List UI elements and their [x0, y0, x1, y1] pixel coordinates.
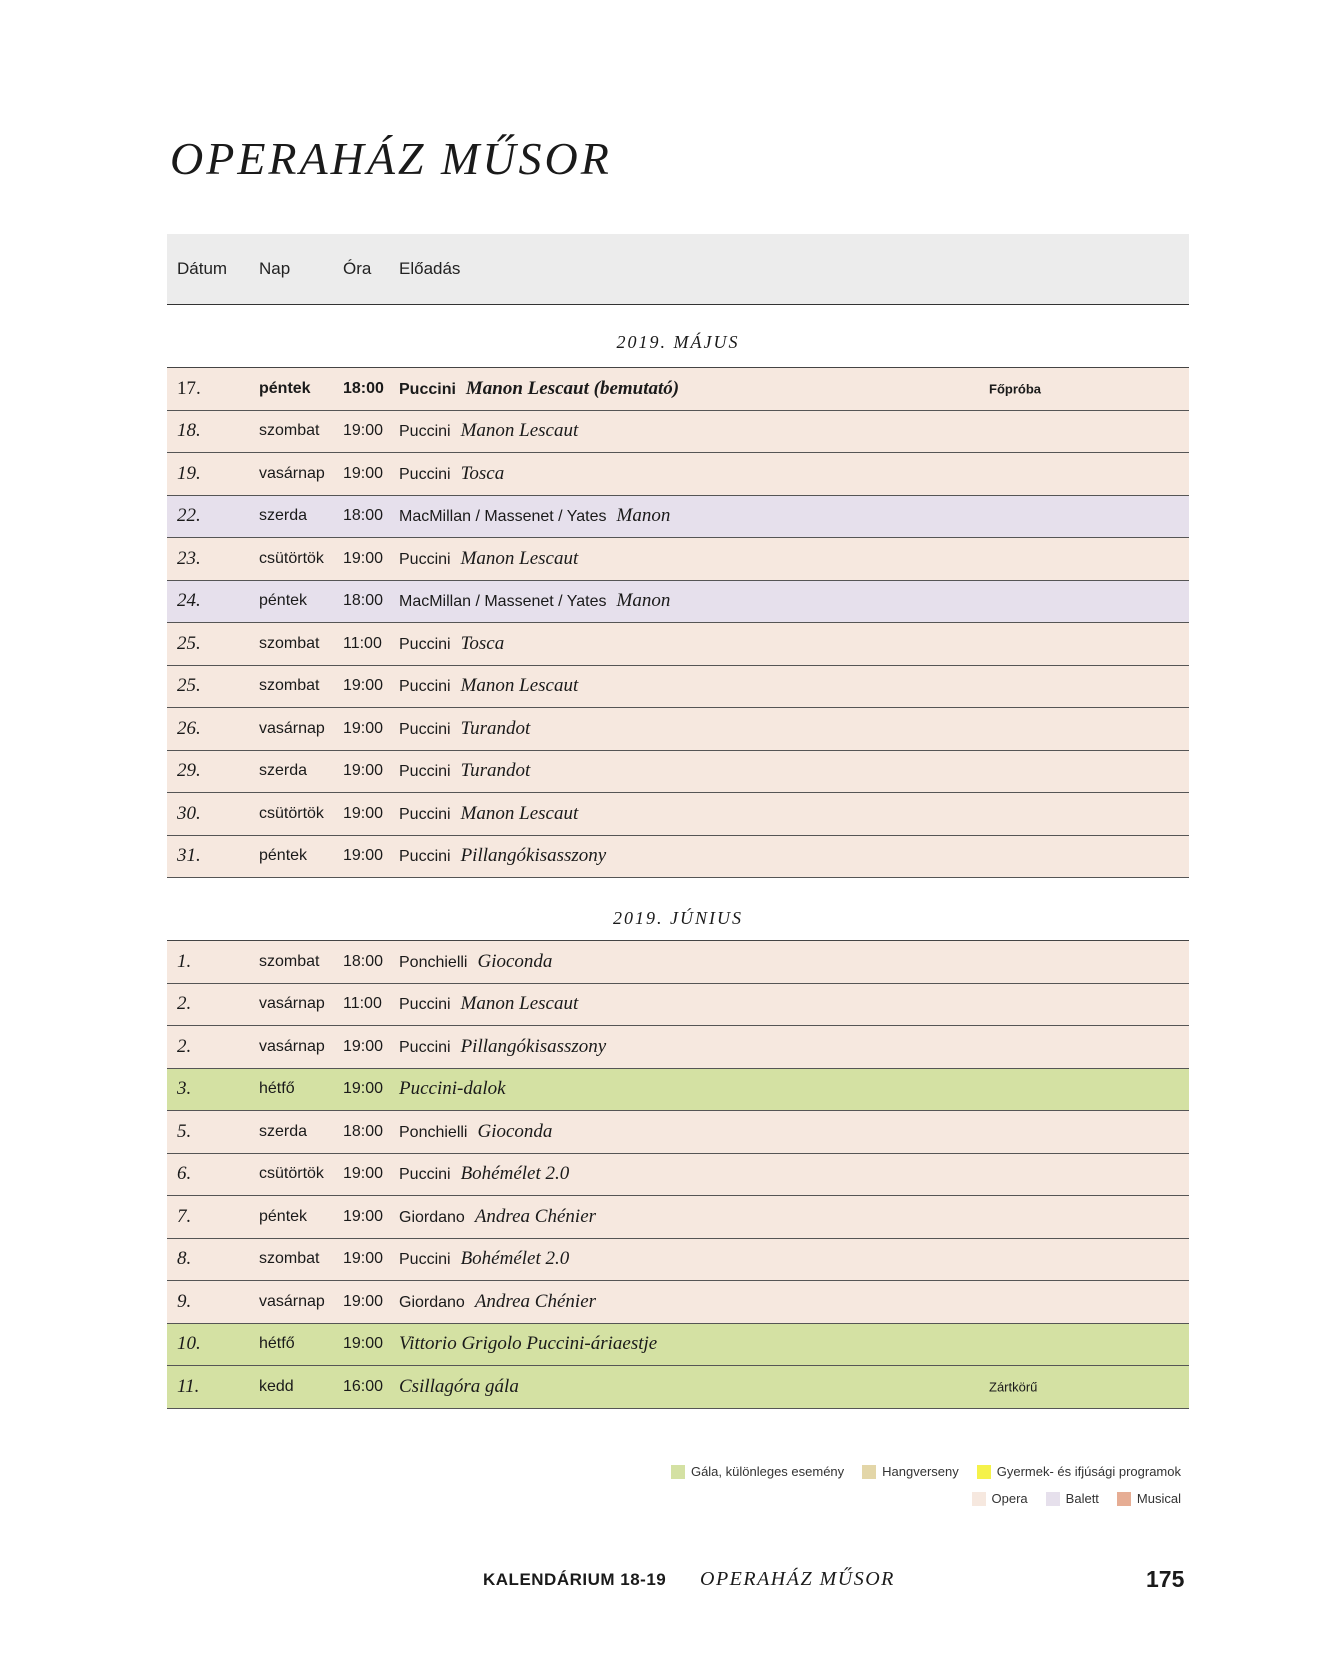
cell-time: 19:00	[343, 1335, 384, 1353]
header-day: Nap	[259, 259, 291, 278]
cell-date: 17.	[177, 377, 201, 399]
cell-performance	[399, 993, 578, 1015]
cell-day: szombat	[259, 1250, 320, 1268]
cell-date: 24.	[177, 590, 201, 612]
table-row	[167, 751, 1189, 794]
legend-label: Opera	[991, 1491, 1028, 1506]
cell-composer: Puccini	[399, 423, 451, 441]
cell-time: 19:00	[343, 1037, 384, 1055]
cell-date: 25.	[177, 632, 201, 654]
table-row	[167, 1239, 1189, 1282]
cell-date: 18.	[177, 420, 201, 442]
cell-day: vasárnap	[259, 995, 325, 1013]
schedule-table	[167, 234, 1189, 1409]
cell-composer: Ponchielli	[399, 953, 468, 971]
month-sections	[167, 305, 1189, 1409]
cell-composer: Puccini	[399, 550, 451, 568]
cell-performance	[399, 548, 578, 570]
table-row	[167, 623, 1189, 666]
cell-day: vasárnap	[259, 719, 325, 737]
cell-composer: Ponchielli	[399, 1123, 468, 1141]
cell-date: 6.	[177, 1163, 192, 1185]
cell-day: péntek	[259, 847, 308, 865]
table-row	[167, 1111, 1189, 1154]
cell-time: 18:00	[343, 1122, 384, 1140]
cell-date: 1.	[177, 950, 192, 972]
legend-label: Balett	[1065, 1491, 1099, 1506]
cell-work: Turandot	[460, 717, 531, 739]
header-performance: Előadás	[399, 259, 461, 278]
cell-time: 18:00	[343, 507, 384, 525]
cell-day: vasárnap	[259, 464, 325, 482]
cell-work: Tosca	[460, 632, 505, 654]
cell-day: szerda	[259, 1122, 308, 1140]
cell-time: 11:00	[343, 634, 382, 652]
cell-time: 19:00	[343, 1250, 384, 1268]
cell-date: 19.	[177, 462, 201, 484]
cell-time: 19:00	[343, 422, 384, 440]
cell-date: 23.	[177, 547, 201, 569]
table-row	[167, 368, 1189, 411]
cell-date: 30.	[177, 802, 201, 824]
cell-date: 26.	[177, 717, 201, 739]
cell-time: 19:00	[343, 719, 384, 737]
cell-day: péntek	[259, 379, 311, 397]
legend	[671, 1464, 1181, 1506]
table-row	[167, 1366, 1189, 1409]
cell-time: 19:00	[343, 464, 384, 482]
legend-item	[1046, 1491, 1099, 1506]
cell-performance	[399, 505, 670, 527]
cell-day: hétfő	[259, 1080, 295, 1098]
cell-day: szerda	[259, 507, 308, 525]
cell-composer: Puccini	[399, 996, 451, 1014]
cell-work: Tosca	[460, 462, 505, 484]
table-row	[167, 453, 1189, 496]
legend-swatch	[671, 1465, 685, 1479]
cell-work: Pillangókisasszony	[460, 845, 607, 867]
legend-item	[977, 1464, 1181, 1479]
cell-day: szerda	[259, 762, 308, 780]
cell-day: vasárnap	[259, 1292, 325, 1310]
cell-day: péntek	[259, 1207, 308, 1225]
table-row	[167, 1196, 1189, 1239]
cell-composer: Puccini	[399, 465, 451, 483]
cell-day: hétfő	[259, 1335, 295, 1353]
table-row	[167, 1026, 1189, 1069]
table-row	[167, 1154, 1189, 1197]
legend-label: Gyermek- és ifjúsági programok	[996, 1464, 1181, 1479]
cell-performance	[399, 378, 679, 400]
cell-composer: Puccini	[399, 763, 451, 781]
page-number: 175	[1146, 1566, 1185, 1592]
cell-date: 10.	[177, 1333, 201, 1355]
cell-day: szombat	[259, 634, 320, 652]
cell-date: 3.	[177, 1078, 192, 1100]
cell-work: Manon Lescaut	[460, 547, 579, 569]
cell-day: szombat	[259, 952, 320, 970]
table-row	[167, 411, 1189, 454]
legend-row	[671, 1491, 1181, 1506]
cell-day: vasárnap	[259, 1037, 325, 1055]
page-footer	[0, 1566, 1331, 1596]
cell-work: Gioconda	[477, 1120, 553, 1142]
cell-day: kedd	[259, 1377, 294, 1395]
cell-time: 18:00	[343, 952, 384, 970]
legend-swatch	[1046, 1492, 1060, 1506]
cell-time: 19:00	[343, 762, 384, 780]
cell-note: Zártkörű	[989, 1379, 1038, 1395]
cell-performance	[399, 1206, 596, 1228]
cell-time: 18:00	[343, 379, 384, 397]
legend-swatch	[977, 1465, 991, 1479]
cell-date: 7.	[177, 1205, 192, 1227]
cell-day: csütörtök	[259, 1165, 324, 1183]
cell-time: 19:00	[343, 1165, 384, 1183]
cell-time: 19:00	[343, 549, 384, 567]
cell-day: szombat	[259, 677, 320, 695]
cell-time: 19:00	[343, 1207, 384, 1225]
cell-performance	[399, 1248, 569, 1270]
cell-time: 18:00	[343, 592, 384, 610]
legend-row	[671, 1464, 1181, 1479]
table-row	[167, 538, 1189, 581]
table-row	[167, 496, 1189, 539]
cell-date: 29.	[177, 760, 201, 782]
header-date: Dátum	[177, 259, 228, 278]
cell-performance	[399, 633, 504, 655]
cell-performance	[399, 675, 578, 697]
cell-performance	[399, 718, 530, 740]
table-row	[167, 941, 1189, 984]
table-row	[167, 581, 1189, 624]
cell-date: 2.	[177, 993, 192, 1015]
cell-work: Manon Lescaut	[460, 675, 579, 697]
cell-work: Manon	[616, 590, 671, 612]
cell-composer: MacMillan / Massenet / Yates	[399, 593, 607, 611]
header-time: Óra	[343, 259, 372, 278]
cell-performance	[399, 951, 552, 973]
table-header	[167, 234, 1189, 305]
footer-section-title: OPERAHÁZ MŰSOR	[700, 1568, 895, 1590]
cell-work: Gioconda	[477, 950, 553, 972]
cell-date: 9.	[177, 1290, 192, 1312]
legend-label: Gála, különleges esemény	[690, 1464, 845, 1479]
cell-day: csütörtök	[259, 549, 324, 567]
cell-work: Manon	[616, 505, 671, 527]
table-row	[167, 984, 1189, 1027]
cell-work: Bohémélet 2.0	[460, 1163, 570, 1185]
cell-composer: Giordano	[399, 1293, 465, 1311]
cell-performance	[399, 1036, 606, 1058]
cell-work: Manon Lescaut (bemutató)	[465, 377, 680, 399]
cell-performance	[399, 1078, 506, 1100]
page-title: OPERAHÁZ MŰSOR	[170, 133, 612, 184]
cell-work: Andrea Chénier	[474, 1290, 597, 1312]
cell-composer: Puccini	[399, 720, 451, 738]
cell-composer: Puccini	[399, 635, 451, 653]
cell-work: Manon Lescaut	[460, 802, 579, 824]
cell-time: 19:00	[343, 677, 384, 695]
table-row	[167, 1069, 1189, 1112]
cell-composer: Puccini	[399, 848, 451, 866]
table-row	[167, 708, 1189, 751]
cell-composer: Puccini	[399, 1251, 451, 1269]
cell-day: péntek	[259, 592, 308, 610]
cell-date: 2.	[177, 1035, 192, 1057]
cell-performance	[399, 420, 578, 442]
legend-label: Hangverseny	[882, 1464, 959, 1479]
cell-date: 31.	[177, 845, 201, 867]
cell-performance	[399, 590, 670, 612]
cell-date: 11.	[177, 1375, 200, 1397]
cell-work: Pillangókisasszony	[460, 1035, 607, 1057]
cell-date: 8.	[177, 1248, 192, 1270]
table-row	[167, 666, 1189, 709]
table-row	[167, 793, 1189, 836]
table-row	[167, 836, 1189, 879]
cell-composer: Giordano	[399, 1208, 465, 1226]
table-row	[167, 1281, 1189, 1324]
cell-composer: Puccini	[399, 678, 451, 696]
month-heading: 2019. MÁJUS	[167, 305, 1189, 368]
legend-item	[972, 1491, 1028, 1506]
cell-performance	[399, 1163, 569, 1185]
table-row	[167, 1324, 1189, 1367]
cell-time: 16:00	[343, 1377, 384, 1395]
cell-time: 19:00	[343, 1080, 384, 1098]
legend-swatch	[862, 1465, 876, 1479]
cell-performance	[399, 1291, 596, 1313]
cell-work: Manon Lescaut	[460, 993, 579, 1015]
cell-work: Vittorio Grigolo Puccini-áriaestje	[399, 1333, 658, 1355]
month-heading: 2019. JÚNIUS	[167, 878, 1189, 941]
cell-performance	[399, 1376, 519, 1398]
cell-work: Andrea Chénier	[474, 1205, 597, 1227]
cell-day: szombat	[259, 422, 320, 440]
legend-item	[671, 1464, 844, 1479]
cell-composer: Puccini	[399, 380, 456, 398]
cell-date: 22.	[177, 505, 201, 527]
cell-performance	[399, 1333, 657, 1355]
cell-date: 5.	[177, 1120, 192, 1142]
cell-performance	[399, 803, 578, 825]
cell-performance	[399, 760, 530, 782]
cell-performance	[399, 1121, 552, 1143]
cell-work: Manon Lescaut	[460, 420, 579, 442]
cell-date: 25.	[177, 675, 201, 697]
cell-time: 19:00	[343, 847, 384, 865]
legend-item	[1117, 1491, 1181, 1506]
cell-work: Bohémélet 2.0	[460, 1248, 570, 1270]
cell-composer: Puccini	[399, 1038, 451, 1056]
cell-day: csütörtök	[259, 804, 324, 822]
cell-time: 11:00	[343, 995, 382, 1013]
cell-note: Főpróba	[989, 381, 1041, 397]
legend-swatch	[972, 1492, 986, 1506]
cell-composer: Puccini	[399, 1166, 451, 1184]
legend-item	[862, 1464, 959, 1479]
cell-composer: Puccini	[399, 805, 451, 823]
cell-composer: MacMillan / Massenet / Yates	[399, 508, 607, 526]
cell-work: Csillagóra gála	[399, 1375, 519, 1397]
cell-performance	[399, 845, 606, 867]
cell-work: Turandot	[460, 760, 531, 782]
footer-brand: KALENDÁRIUM 18-19	[483, 1570, 667, 1589]
cell-work: Puccini-dalok	[399, 1078, 506, 1100]
cell-time: 19:00	[343, 1292, 384, 1310]
cell-time: 19:00	[343, 804, 384, 822]
legend-label: Musical	[1136, 1491, 1181, 1506]
legend-swatch	[1117, 1492, 1131, 1506]
cell-performance	[399, 463, 504, 485]
